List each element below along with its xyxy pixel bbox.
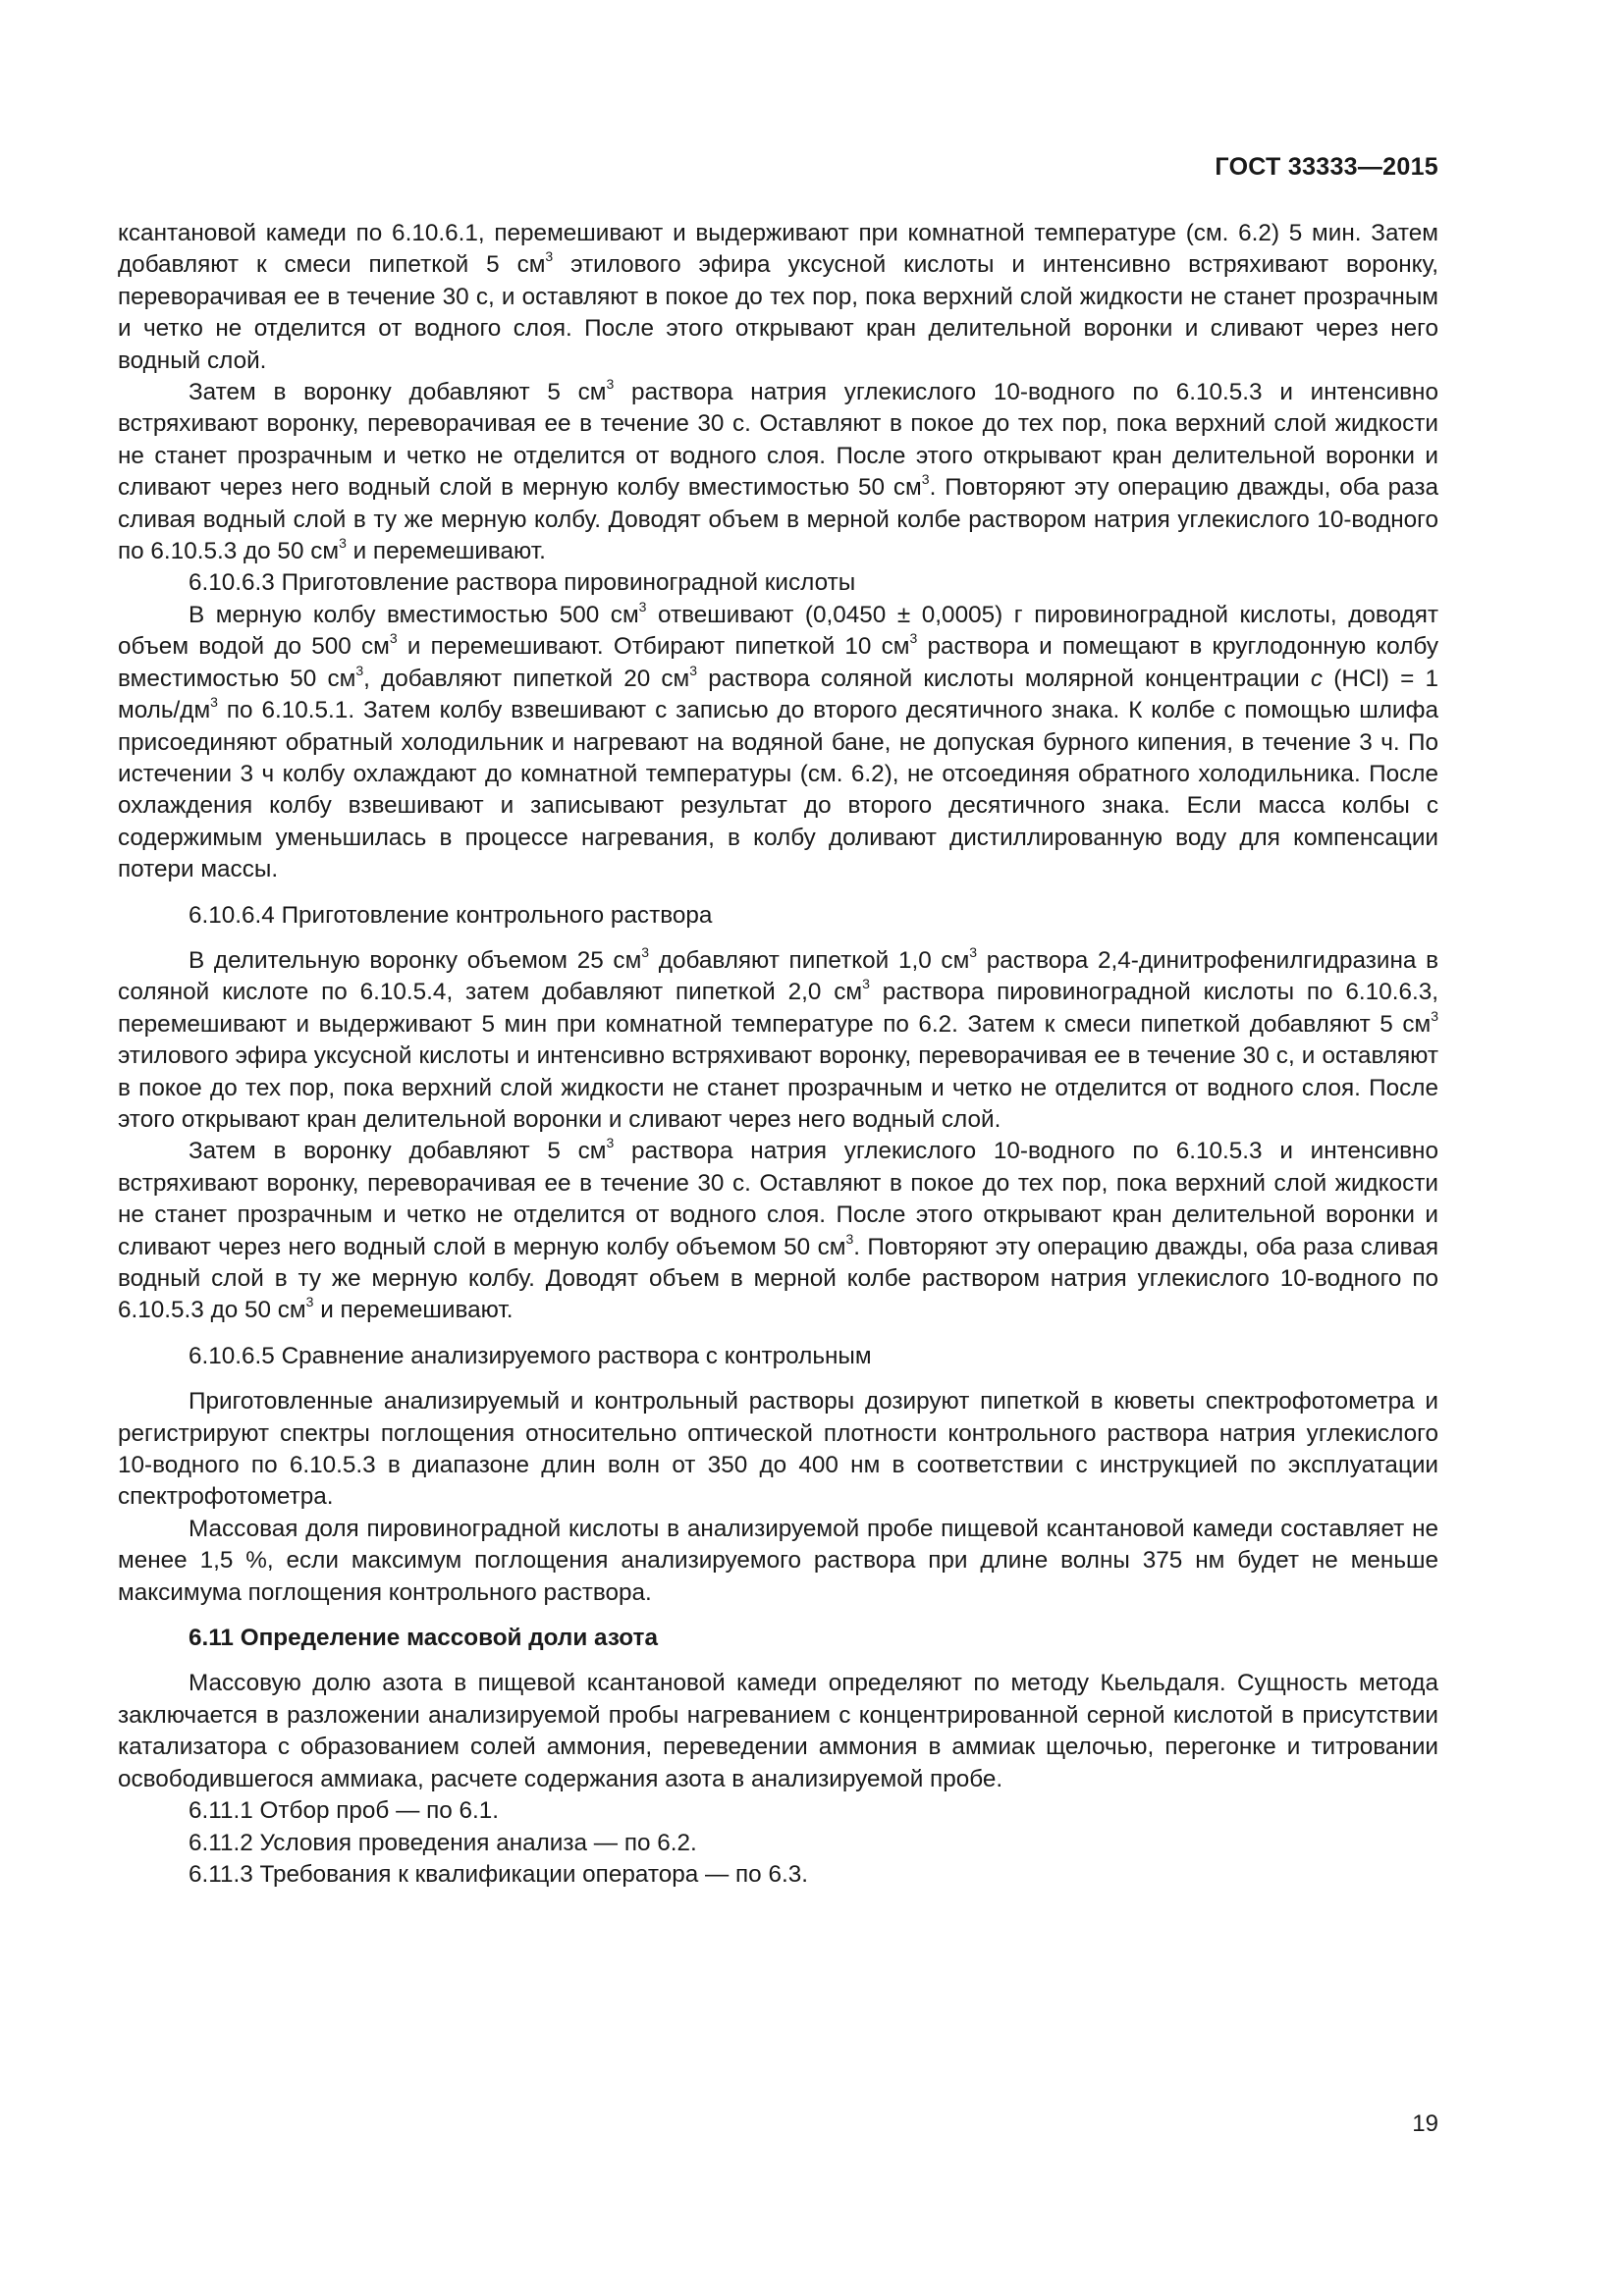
paragraph-control-wash: Затем в воронку добавляют 5 $см^3$ раствора натрия углекислого 10-водного по 6.10.5.3 и интенсивно встряхивают воронку, переворачивая ее в течение 30 с. Оставляют в покое до тех пор, пока верхний слой жидкости не станет прозрачным и четко не отделится от водного слоя. После этого открывают кран делительной воронки и сливают через него водный слой в мерную колбу объемом 50 $см^3$. Повторяют эту операцию дважды, оба раза сливая водный слой в ту же мерную колбу. Доводят объем в мерной колбе раствором натрия углекислого 10-водного по 6.10.5.3 до 50 $см^3$ и перемешивают. bbox=[118, 1135, 1438, 1324]
list-item: 6.11.1 Отбор проб — по 6.1. bbox=[189, 1797, 500, 1825]
paragraph-pyruvic-solution: В мерную колбу вместимостью 500 $см^3$ отвешивают (0,0450 ± 0,0005) г пировиноградной кислоты, доводят объем водой до 500 $см^3$ и перемешивают. Отбирают пипеткой 10 $см^3$ раствора и помещают в круглодонную колбу вместимостью 50 $см^3$, добавляют пипеткой 20 $см^3$ раствора соляной кислоты молярной концентрации c (HCl) = 1 моль/$дм^3$ по 6.10.5.1. Затем колбу взвешивают с записью до второго десятичного знака. К колбе с помощью шлифа присоединяют обратный холодильник и нагревают на водяной бане, не допуская бурного кипения, в течение 3 ч. По истечении 3 ч колбу охлаждают до комнатной температуры (см. 6.2), не отсоединяя обратного холодильника. После охлаждения колбу взвешивают и записывают результат до второго десятичного знака. Если масса колбы с содержимым уменьшилась в процессе нагревания, в колбу доливают дистиллированную воду для компенсации потери массы. bbox=[118, 598, 1438, 883]
paragraph-kjeldahl: Массовую долю азота в пищевой ксантановой камеди определяют по методу Кьельдаля. Сущность метода заключается в разложении анализируемой пробы нагреванием с концентрированной серной кислотой в присутствии катализатора с образованием солей аммония, переведении аммония в аммиак щелочью, перегонке и титровании освободившегося аммиака, расчете содержания азота в анализируемой пробе. bbox=[118, 1670, 1438, 1792]
list-item: 6.11.2 Условия проведения анализа — по 6.2. bbox=[189, 1829, 697, 1856]
list-item: 6.11.3 Требования к квалификации оператора — по 6.3. bbox=[189, 1860, 808, 1888]
paragraph-spectra: Приготовленные анализируемый и контрольный растворы дозируют пипеткой в кюветы спектрофотометра и регистрируют спектры поглощения относительно оптической плотности контрольного раствора натрия углекислого 10-водного по 6.10.5.3 в диапазоне длин волн от 350 до 400 нм в соответствии с инструкцией по эксплуатации спектрофотометра. bbox=[118, 1388, 1438, 1511]
paragraph-continuation: ксантановой камеди по 6.10.6.1, перемешивают и выдерживают при комнатной температуре (см. 6.2) 5 мин. Затем добавляют к смеси пипеткой 5 $см^3$ этилового эфира уксусной кислоты и интенсивно встряхивают воронку, переворачивая ее в течение 30 с, и оставляют в покое до тех пор, пока верхний слой жидкости не станет прозрачным и четко не отделится от водного слоя. После этого открывают кран делительной воронки и сливают через него водный слой. bbox=[118, 220, 1438, 374]
section-heading-6-10-6-3: 6.10.6.3 Приготовление раствора пировиноградной кислоты bbox=[189, 569, 856, 597]
section-heading-6-10-6-5: 6.10.6.5 Сравнение анализируемого раствора с контрольным bbox=[189, 1342, 872, 1369]
paragraph-funnel-wash: Затем в воронку добавляют 5 $см^3$ раствора натрия углекислого 10-водного по 6.10.5.3 и интенсивно встряхивают воронку, переворачивая ее в течение 30 с. Оставляют в покое до тех пор, пока верхний слой жидкости не станет прозрачным и четко не отделится от водного слоя. После этого открывают кран делительной воронки и сливают через него водный слой в мерную колбу вместимостью 50 $см^3$. Повторяют эту операцию дважды, оба раза сливая водный слой в ту же мерную колбу. Доводят объем в мерной колбе раствором натрия углекислого 10-водного по 6.10.5.3 до 50 $см^3$ и перемешивают. bbox=[118, 376, 1438, 565]
document-code-header: ГОСТ 33333—2015 bbox=[1215, 153, 1438, 181]
section-heading-6-11: 6.11 Определение массовой доли азота bbox=[189, 1625, 658, 1652]
paragraph-control-solution: В делительную воронку объемом 25 $см^3$ добавляют пипеткой 1,0 $см^3$ раствора 2,4-динитрофенилгидразина в соляной кислоте по 6.10.5.4, затем добавляют пипеткой 2,0 $см^3$ раствора пировиноградной кислоты по 6.10.6.3, перемешивают и выдерживают 5 мин при комнатной температуре по 6.2. Затем к смеси пипеткой добавляют 5 $см^3$ этилового эфира уксусной кислоты и интенсивно встряхивают воронку, переворачивая ее в течение 30 с, и оставляют в покое до тех пор, пока верхний слой жидкости не станет прозрачным и четко не отделится от водного слоя. После этого открывают кран делительной воронки и сливают через него водный слой. bbox=[118, 943, 1438, 1133]
section-heading-6-10-6-4: 6.10.6.4 Приготовление контрольного раствора bbox=[189, 901, 713, 929]
paragraph-result-criterion: Массовая доля пировиноградной кислоты в анализируемой пробе пищевой ксантановой камеди составляет не менее 1,5 %, если максимум поглощения анализируемого раствора при длине волны 375 нм будет не меньше максимума поглощения контрольного раствора. bbox=[118, 1515, 1438, 1606]
document-body bbox=[118, 218, 1438, 1891]
page-number: 19 bbox=[1412, 2110, 1438, 2137]
